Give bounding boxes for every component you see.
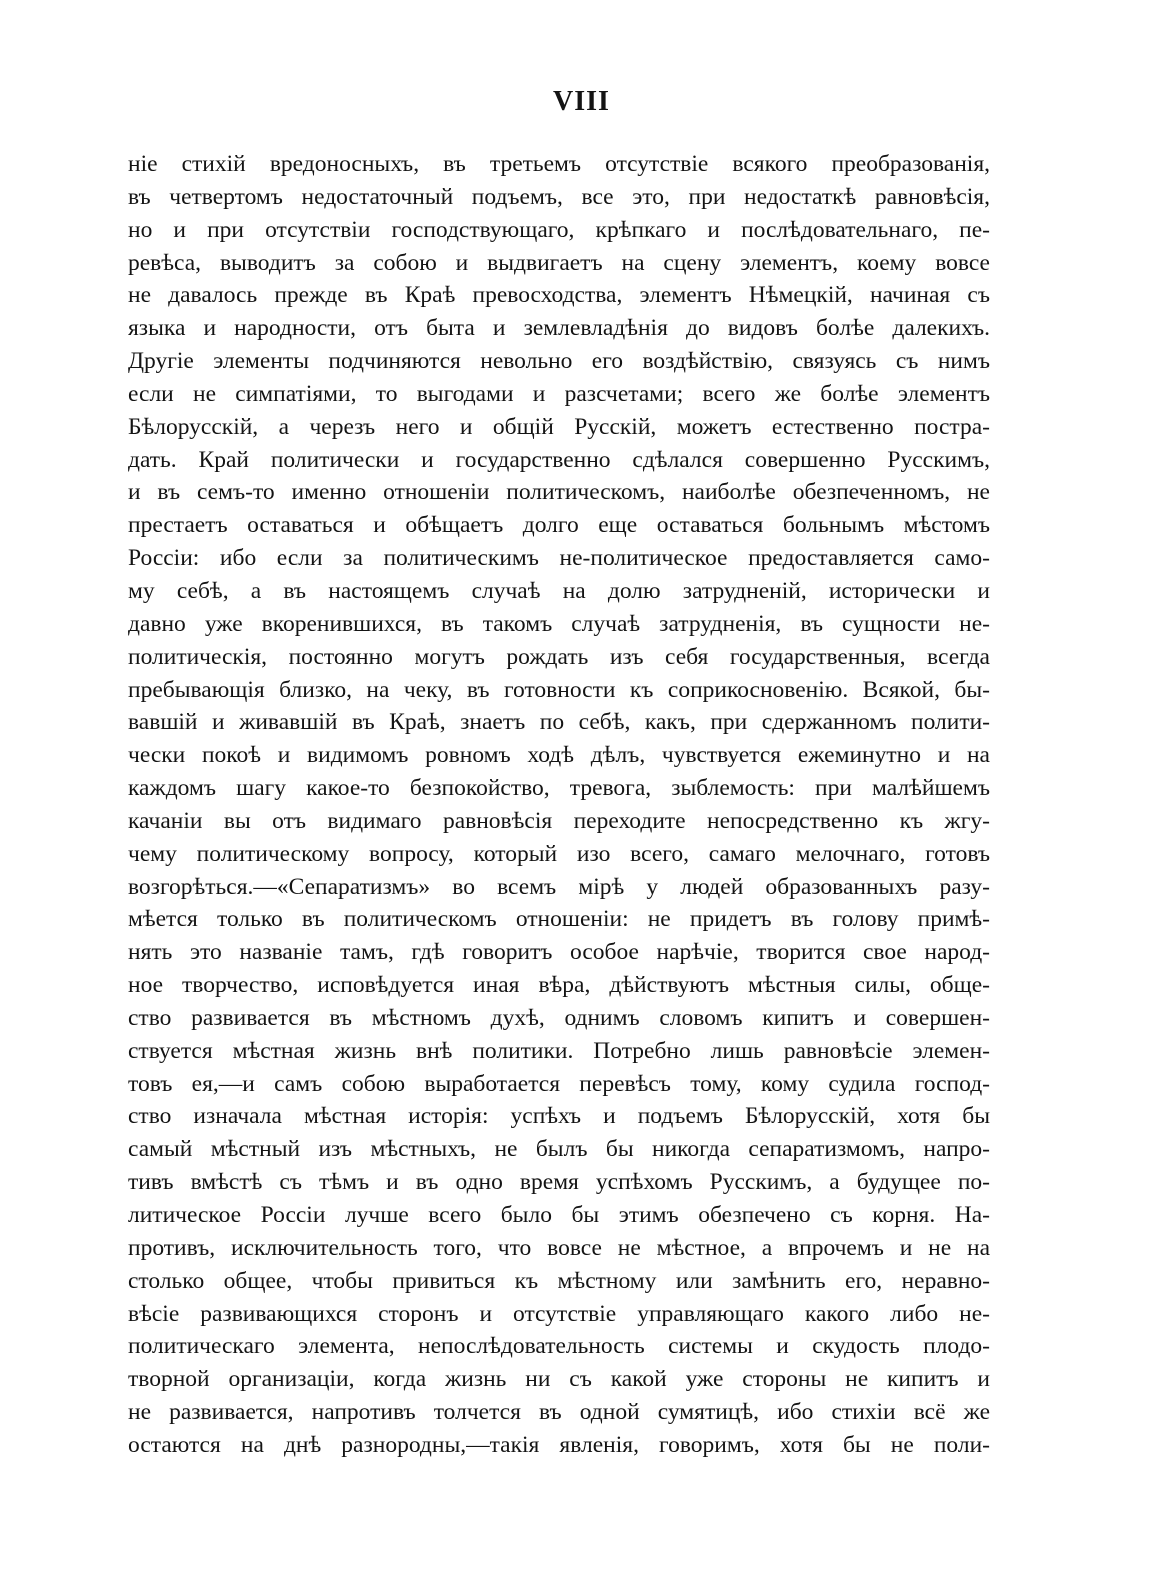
text-line: товъ ея,—и самъ собою выработается перевѣсъ тому, кому судила господ- <box>128 1070 990 1097</box>
text-line: не развивается, напротивъ толчется въ одной сумятицѣ, ибо стихіи всё же <box>128 1399 990 1426</box>
text-line: не давалось прежде въ Краѣ превосходства, элементъ Нѣмецкій, начиная съ <box>128 282 990 309</box>
text-line: ревѣса, выводитъ за собою и выдвигаетъ на сцену элементъ, коему вовсе <box>128 249 990 276</box>
text-line: и въ семъ-то именно отношеніи политическомъ, наиболѣе обезпеченномъ, не <box>128 479 990 506</box>
text-line: литическое Россіи лучше всего было бы этимъ обезпечено съ корня. На- <box>128 1202 990 1228</box>
text-line: если не симпатіями, то выгодами и разсчетами; всего же болѣе элементъ <box>128 380 990 407</box>
text-line: ніе стихій вредоносныхъ, въ третьемъ отсутствіе всякого преобразованія, <box>128 151 990 177</box>
text-line: ствуется мѣстная жизнь внѣ политики. Потребно лишь равновѣсіе элемен- <box>128 1037 990 1064</box>
text-line: ство изначала мѣстная исторія: успѣхъ и подъемъ Бѣлорусскій, хотя бы <box>128 1103 990 1130</box>
text-line: чему политическому вопросу, который изо всего, самаго мелочнаго, готовъ <box>128 840 990 867</box>
text-line: Россіи: ибо если за политическимъ не-политическое предоставляется само- <box>128 545 990 572</box>
text-body <box>128 148 990 1462</box>
text-line: му себѣ, а въ настоящемъ случаѣ на долю затрудненій, исторически и <box>128 577 990 604</box>
text-line: творной организаціи, когда жизнь ни съ какой уже стороны не кипитъ и <box>128 1366 990 1393</box>
text-line: политическаго элемента, непослѣдовательность системы и скудость плодо- <box>128 1333 990 1360</box>
text-line: нять это названіе тамъ, гдѣ говоритъ особое нарѣчіе, творится свое народ- <box>128 939 990 966</box>
text-line: ство развивается въ мѣстномъ духѣ, однимъ словомъ кипитъ и совершен- <box>128 1004 990 1031</box>
text-line: политическія, постоянно могутъ рождать изъ себя государственныя, всегда <box>128 643 990 670</box>
text-line: вавшій и живавшій въ Краѣ, знаетъ по себѣ, какъ, при сдержанномъ полити- <box>128 709 990 736</box>
text-line: тивъ вмѣстѣ съ тѣмъ и въ одно время успѣхомъ Русскимъ, а будущее по- <box>128 1169 990 1196</box>
text-line: качаніи вы отъ видимаго равновѣсія переходите непосредственно къ жгу- <box>128 807 990 834</box>
page-number: VIII <box>553 86 610 117</box>
text-line: Бѣлорусскій, а черезъ него и общій Русскій, можетъ естественно постра- <box>128 413 990 440</box>
text-line: Другіе элементы подчиняются невольно его воздѣйствію, связуясь съ нимъ <box>128 348 990 375</box>
text-line: вѣсіе развивающихся сторонъ и отсутствіе управляющаго какого либо не- <box>128 1300 990 1327</box>
text-line: чески покоѣ и видимомъ ровномъ ходѣ дѣлъ, чувствуется ежеминутно и на <box>128 742 990 769</box>
text-line: противъ, исключительность того, что вовсе не мѣстное, а впрочемъ и не на <box>128 1234 990 1261</box>
text-line: давно уже вкоренившихся, въ такомъ случаѣ затрудненія, въ сущности не- <box>128 610 990 637</box>
text-line: столько общее, чтобы привиться къ мѣстному или замѣнить его, неравно- <box>128 1267 990 1294</box>
text-line: дать. Край политически и государственно сдѣлался совершенно Русскимъ, <box>128 446 990 473</box>
text-line: престаетъ оставаться и обѣщаетъ долго еще оставаться больнымъ мѣстомъ <box>128 512 990 539</box>
text-line: въ четвертомъ недостаточный подъемъ, все это, при недостаткѣ равновѣсія, <box>128 183 990 210</box>
text-line: но и при отсутствіи господствующаго, крѣпкаго и послѣдовательнаго, пе- <box>128 216 990 243</box>
text-line: остаются на днѣ разнородны,—такія явленія, говоримъ, хотя бы не поли- <box>128 1431 990 1458</box>
text-line: языка и народности, отъ быта и землевладѣнія до видовъ болѣе далекихъ. <box>128 315 990 342</box>
text-line: возгорѣться.—«Сепаратизмъ» во всемъ мірѣ у людей образованныхъ разу- <box>128 873 990 900</box>
text-line: мѣется только въ политическомъ отношеніи: не придетъ въ голову примѣ- <box>128 906 990 933</box>
text-line: ное творчество, исповѣдуется иная вѣра, дѣйствуютъ мѣстныя силы, обще- <box>128 972 990 999</box>
text-line: пребывающія близко, на чеку, въ готовности къ соприкосновенію. Всякой, бы- <box>128 676 990 703</box>
text-line: каждомъ шагу какое-то безпокойство, тревога, зыблемость: при малѣйшемъ <box>128 775 990 802</box>
text-line: самый мѣстный изъ мѣстныхъ, не былъ бы никогда сепаратизмомъ, напро- <box>128 1136 990 1163</box>
